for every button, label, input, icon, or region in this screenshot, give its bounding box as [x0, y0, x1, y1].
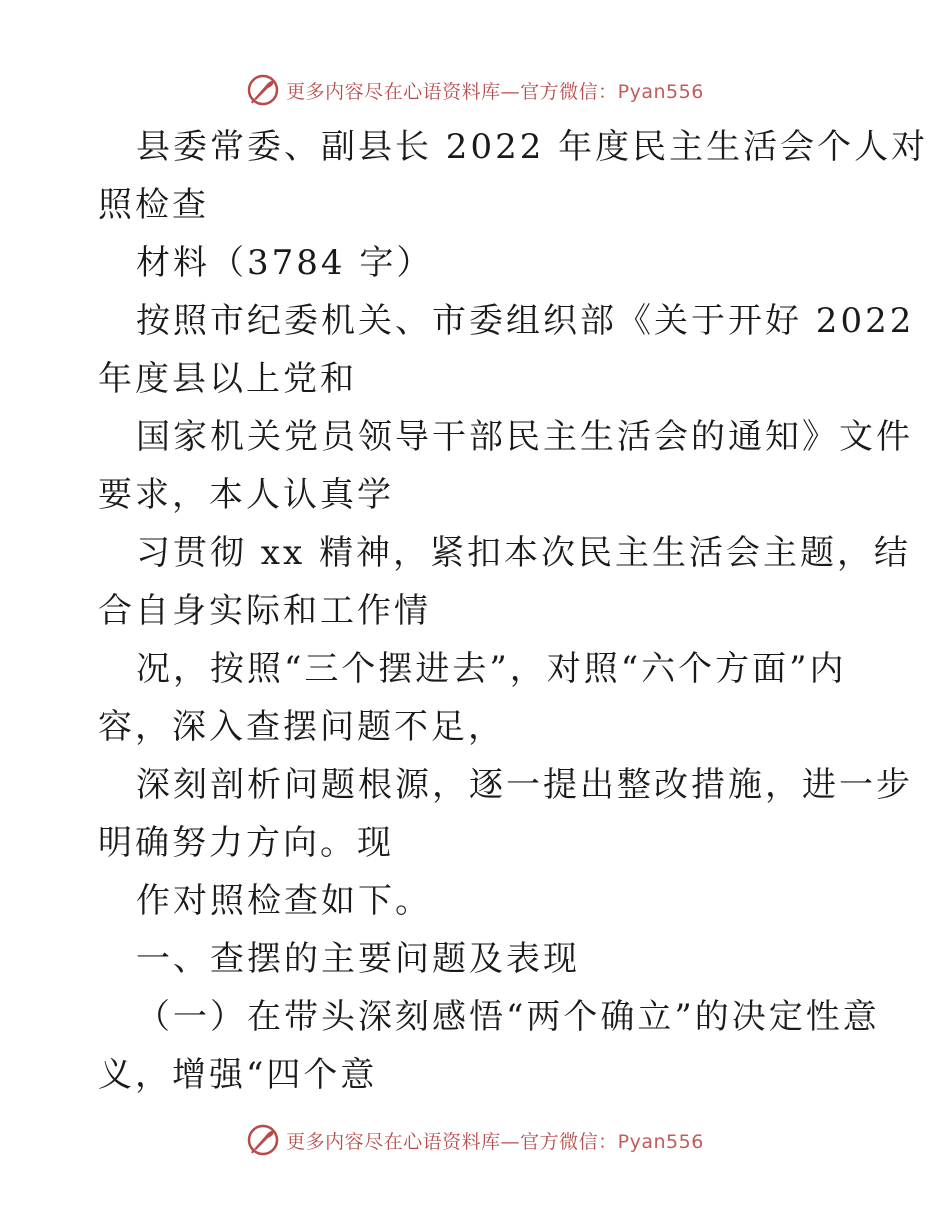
text-line: 合自身实际和工作情: [98, 591, 431, 631]
text-line: 年度县以上党和: [98, 359, 357, 399]
text-line: 照检查: [98, 185, 209, 225]
text-line: 习贯彻 xx 精神，紧扣本次民主生活会主题，结: [136, 533, 911, 573]
wechat-id: Pyan556: [617, 1130, 704, 1153]
document-body: [98, 118, 929, 1104]
quill-pen-circle-icon: [246, 1123, 280, 1157]
text-line: 材料（3784 字）: [136, 243, 434, 283]
text-line: 深刻剖析问题根源，逐一提出整改措施，进一步: [136, 765, 913, 805]
text-line: 县委常委、副县长 2022 年度民主生活会个人对: [136, 127, 929, 167]
text-line: 国家机关党员领导干部民主生活会的通知》文件: [136, 417, 913, 457]
text-line: 况，按照“三个摆进去”，对照“六个方面”内: [136, 649, 847, 689]
wechat-id: Pyan556: [617, 80, 704, 103]
quill-pen-circle-icon: [246, 73, 280, 107]
text-line: 作对照检查如下。: [136, 881, 432, 921]
watermark-banner-bottom: [0, 1120, 950, 1160]
text-line: 要求，本人认真学: [98, 475, 394, 515]
watermark-text: 更多内容尽在心语资料库—官方微信：Pyan556: [286, 1130, 704, 1153]
watermark-text: 更多内容尽在心语资料库—官方微信：Pyan556: [286, 80, 704, 103]
subsection-heading: （一）在带头深刻感悟“两个确立”的决定性意: [136, 997, 880, 1037]
watermark-banner-top: [0, 70, 950, 110]
section-heading: 一、查摆的主要问题及表现: [136, 939, 580, 979]
text-line: 按照市纪委机关、市委组织部《关于开好 2022: [136, 301, 915, 341]
text-line: 明确努力方向。现: [98, 823, 394, 863]
text-line: 容，深入查摆问题不足，: [98, 707, 505, 747]
text-line: 义，增强“四个意: [98, 1055, 378, 1095]
